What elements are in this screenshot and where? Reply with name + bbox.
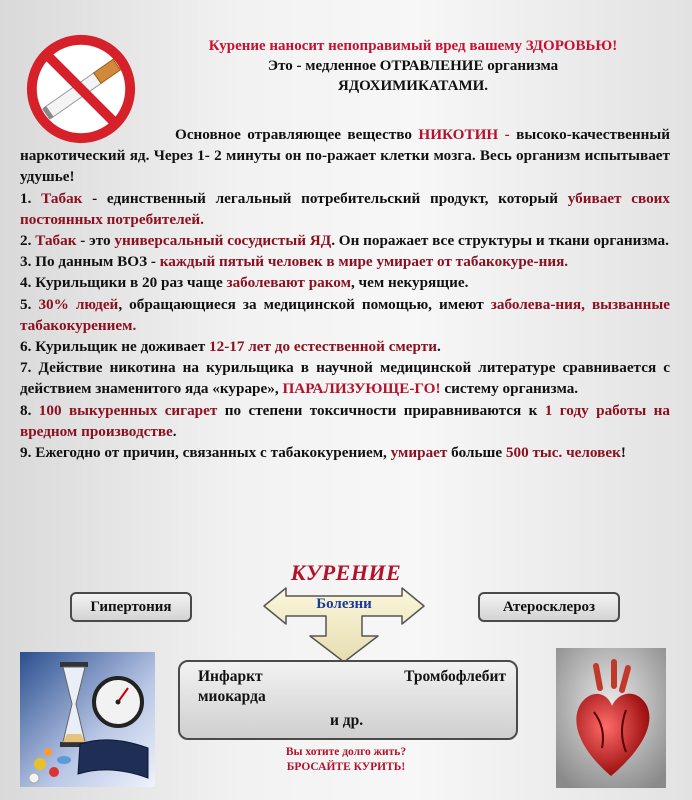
- disease-atherosclerosis: Атеросклероз: [478, 592, 620, 622]
- fact-9: 9. Ежегодно от причин, связанных с табакокурением, умирает больше 500 тыс. человек!: [20, 444, 626, 462]
- fact-3: 3. По данным ВОЗ - каждый пятый человек в мире умирает от табакокуре-ния.: [20, 253, 569, 271]
- header-line2: Это - медленное ОТРАВЛЕНИЕ организма: [267, 58, 559, 74]
- disease-thrombophlebitis: Тромбофлебит: [404, 668, 506, 685]
- fact-8: 8. 100 выкуренных сигарет по степени токсичности приравниваются к 1 году работы на вредном производстве.: [20, 401, 671, 440]
- disease-infarct: Инфаркт: [198, 668, 263, 685]
- fact-6: 6. Курильщик не доживает 12-17 лет до естественной смерти.: [20, 338, 441, 356]
- footer-call: БРОСАЙТЕ КУРИТЬ!: [286, 761, 406, 773]
- diagram-title: КУРЕНИЕ: [290, 560, 402, 585]
- footer-question: Вы хотите долго жить?: [285, 746, 407, 758]
- footer: [0, 745, 692, 775]
- diseases-label: Болезни: [316, 596, 372, 612]
- fact-4: 4. Курильщики в 20 раз чаще заболевают раком, чем некурящие.: [20, 274, 469, 292]
- intro-nicotine: НИКОТИН -: [418, 126, 517, 143]
- fact-5: 5. 30% людей, обращающиеся за медицинской помощью, имеют заболева-ния, вызванные табакокурением.: [20, 295, 671, 334]
- facts-text: [20, 124, 670, 463]
- header: [148, 36, 678, 96]
- intro-paragraph: [20, 124, 670, 188]
- fact-2: 2. Табак - это универсальный сосудистый ЯД. Он поражает все структуры и ткани организма.: [20, 232, 669, 250]
- intro-text-a: Основное отравляющее вещество: [175, 126, 419, 143]
- fact-1: 1. Табак - единственный легальный потребительский продукт, который убивает своих постоянных потребителей.: [20, 189, 671, 228]
- diseases-box: [178, 660, 518, 740]
- disease-hypertension: Гипертония: [70, 592, 192, 622]
- disease-etc: и др.: [330, 712, 364, 729]
- header-line1: Курение наносит непоправимый вред вашему ЗДОРОВЬЮ!: [208, 38, 618, 54]
- disease-infarct-2: миокарда: [198, 688, 266, 705]
- intro-text-c: высоко-качественный наркотический яд. Через 1- 2 минуты он по-ражает клетки мозга. Весь организм испытывает удушье!: [20, 126, 671, 186]
- fact-7: 7. Действие никотина на курильщика в научной медицинской литературе сравнивается с действием знаменитого яда «кураре», ПАРАЛИЗУЮЩЕ-ГО! систему организма.: [20, 359, 670, 398]
- header-line3: ЯДОХИМИКАТАМИ.: [337, 78, 489, 94]
